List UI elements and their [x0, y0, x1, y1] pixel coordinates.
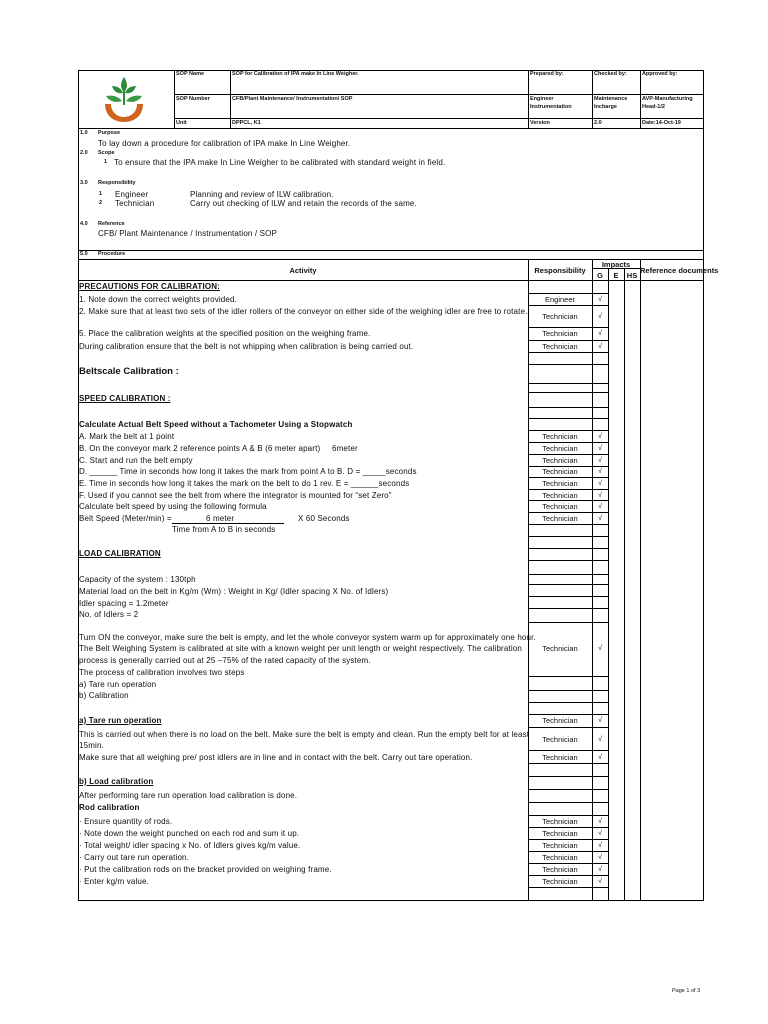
sop-number-label: SOP Number [176, 96, 210, 102]
impact-tick: √ [598, 645, 602, 652]
activity-text: a) Tare run operation [79, 680, 157, 689]
scope-item-number: 1 [104, 159, 108, 165]
unit-value: DPPCL, K1 [232, 120, 261, 126]
checked-by-value: Maintenance [594, 96, 628, 102]
formula-left: Belt Speed (Meter/min) = [79, 514, 172, 523]
responsibility-cell: Technician [542, 817, 578, 826]
responsibility-cell: Technician [542, 829, 578, 838]
activity-text: 6meter [332, 444, 358, 453]
prepared-by-value: Engineer [530, 96, 554, 102]
formula-numerator: 6 meter [206, 514, 235, 523]
activity-text: · Carry out tare run operation. [79, 853, 190, 862]
version-value: 2.0 [594, 120, 602, 126]
unit-label: Unit [176, 120, 187, 126]
tare-run-heading: a) Tare run operation [79, 716, 162, 725]
activity-text: Capacity of the system : 130tph [79, 575, 196, 584]
formula-denominator: Time from A to B in seconds [172, 525, 276, 534]
responsibility-cell: Technician [542, 456, 578, 465]
responsibility-cell: Technician [542, 342, 578, 351]
activity-text: 5. Place the calibration weights at the specified position on the weighing frame. [79, 329, 371, 338]
activity-text: 15min. [79, 741, 104, 750]
impact-tick: √ [598, 330, 602, 337]
responsibility-cell: Technician [542, 502, 578, 511]
checked-by-label: Checked by: [594, 71, 627, 77]
impact-e-header: E [613, 271, 619, 280]
activity-text: The Belt Weighing System is calibrated at site with a known weight per unit length or weight respectively. The calibration [79, 644, 522, 653]
section-number: 2.0 [80, 150, 88, 156]
section-number: 5.0 [80, 251, 88, 257]
prepared-by-label: Prepared by: [530, 71, 564, 77]
approved-by-value-2: Head-1/2 [642, 104, 665, 110]
responsibility-cell: Technician [542, 865, 578, 874]
load-calibration-heading: LOAD CALIBRATION [79, 549, 161, 558]
section-number: 3.0 [80, 180, 88, 186]
impact-tick: √ [598, 313, 602, 320]
activity-text: B. On the conveyor mark 2 reference points A & B (6 meter apart) [79, 444, 321, 453]
responsibility-cell: Technician [542, 444, 578, 453]
responsibility-item-number: 2 [99, 200, 103, 206]
impact-tick: √ [598, 754, 602, 761]
precautions-heading: PRECAUTIONS FOR CALIBRATION: [79, 282, 220, 291]
responsibility-cell: Technician [542, 467, 578, 476]
responsibility-role: Engineer [115, 190, 149, 199]
responsibility-cell: Technician [542, 644, 578, 653]
responsibility-cell: Engineer [544, 295, 576, 304]
impact-tick: √ [598, 854, 602, 861]
activity-text: Turn ON the conveyor, make sure the belt is empty, and let the whole conveyor system warm up for approximately one hour. [79, 633, 536, 642]
activity-text: · Total weight/ idler spacing x No. of Idlers gives kg/m value. [79, 841, 301, 850]
impact-tick: √ [598, 515, 602, 522]
activity-text: Idler spacing = 1.2meter [79, 599, 169, 608]
activity-text: Make sure that all weighing pre/ post idlers are in line and in contact with the belt. Carry out tare operation. [79, 753, 473, 762]
activity-text: · Ensure quantity of rods. [79, 817, 173, 826]
formula-multiplier: X 60 Seconds [298, 514, 350, 523]
responsibility-cell: Technician [542, 514, 578, 523]
purpose-text: To lay down a procedure for calibration of IPA make In Line Weigher. [98, 139, 351, 148]
page-number: Page 1 of 3 [672, 988, 701, 994]
company-logo-icon [100, 74, 148, 124]
impacts-header: Impacts [601, 260, 631, 269]
activity-text: D. ______ Time in seconds how long it takes the mark from point A to B. D = _____seconds [79, 467, 417, 476]
impact-tick: √ [598, 717, 602, 724]
activity-text: 1. Note down the correct weights provided. [79, 295, 237, 304]
activity-text: · Enter kg/m value. [79, 877, 149, 886]
activity-text: process is generally carried out at 25 –75% of the rated capacity of the system. [79, 656, 371, 665]
approved-by-label: Approved by: [642, 71, 678, 77]
sop-name-value: SOP for Calibration of IPA make In Line Weigher. [232, 71, 359, 77]
responsibility-cell: Technician [542, 735, 578, 744]
impact-tick: √ [598, 503, 602, 510]
responsibility-cell: Technician [542, 753, 578, 762]
activity-header: Activity [289, 266, 317, 275]
load-calibration-subheading: b) Load calibration [79, 777, 154, 786]
impact-g-header: G [597, 271, 603, 280]
responsibility-cell: Technician [542, 491, 578, 500]
activity-text: A. Mark the belt at 1 point [79, 432, 175, 441]
activity-text: The process of calibration involves two steps [79, 668, 245, 677]
responsibility-item-number: 1 [99, 191, 103, 197]
sop-name-label: SOP Name [176, 71, 205, 77]
impact-tick: √ [598, 433, 602, 440]
rod-calibration-heading: Rod calibration [79, 803, 140, 812]
prepared-by-value-2: Instrumentation [530, 104, 572, 110]
section-title-reference: Reference [98, 221, 125, 227]
impact-tick: √ [598, 480, 602, 487]
responsibility-cell: Technician [542, 312, 578, 321]
impact-hs-header: HS [626, 271, 638, 280]
activity-text: C. Start and run the belt empty [79, 456, 193, 465]
activity-text: b) Calibration [79, 691, 129, 700]
section-title-responsibility: Responsibility [98, 180, 136, 186]
activity-text: E. Time in seconds how long it takes the mark on the belt to do 1 rev. E = ______seconds [79, 479, 410, 488]
scope-text: To ensure that the IPA make In Line Weigher to be calibrated with standard weight in field. [114, 158, 446, 167]
section-title-scope: Scope [98, 150, 115, 156]
responsibility-cell: Technician [542, 853, 578, 862]
activity-text: · Put the calibration rods on the bracket provided on weighing frame. [79, 865, 332, 874]
activity-text: This is carried out when there is no load on the belt. Make sure the belt is empty and clean. Run the empty belt for at least [79, 730, 530, 739]
responsibility-text: Planning and review of ILW calibration. [190, 190, 334, 199]
impact-tick: √ [598, 830, 602, 837]
impact-tick: √ [598, 457, 602, 464]
activity-text: · Note down the weight punched on each rod and sum it up. [79, 829, 300, 838]
checked-by-value-2: Incharge [594, 104, 617, 110]
responsibility-text: Carry out checking of ILW and retain the records of the same. [190, 199, 417, 208]
reference-text: CFB/ Plant Maintenance / Instrumentation / SOP [98, 229, 277, 238]
impact-tick: √ [598, 296, 602, 303]
activity-text: Calculate belt speed by using the following formula [79, 502, 267, 511]
calc-belt-speed-title: Calculate Actual Belt Speed without a Tachometer Using a Stopwatch [79, 420, 353, 429]
responsibility-header: Responsibility [534, 266, 586, 275]
impact-tick: √ [598, 445, 602, 452]
responsibility-cell: Technician [542, 841, 578, 850]
activity-text: Material load on the belt in Kg/m (Wm) : Weight in Kg/ (Idler spacing X No. of Idlers) [79, 587, 389, 596]
responsibility-cell: Technician [542, 716, 578, 725]
beltscale-heading: Beltscale Calibration : [79, 366, 179, 377]
responsibility-role: Technician [115, 199, 155, 208]
impact-tick: √ [598, 468, 602, 475]
responsibility-cell: Technician [542, 877, 578, 886]
responsibility-cell: Technician [542, 432, 578, 441]
activity-text: After performing tare run operation load calibration is done. [79, 791, 298, 800]
impact-tick: √ [598, 878, 602, 885]
responsibility-cell: Technician [542, 479, 578, 488]
activity-text: 2. Make sure that at least two sets of the idler rollers of the conveyor on either side of the weighing idler are free to rotate. [79, 307, 528, 316]
version-label: Version [530, 120, 550, 126]
section-title-procedure: Procedure [98, 251, 126, 257]
impact-tick: √ [598, 736, 602, 743]
impact-tick: √ [598, 866, 602, 873]
date-value: Date:14-Oct-19 [642, 120, 681, 126]
section-title-purpose: Purpose [98, 130, 121, 136]
impact-tick: √ [598, 842, 602, 849]
speed-calibration-heading: SPEED CALIBRATION : [79, 394, 171, 403]
impact-tick: √ [598, 492, 602, 499]
approved-by-value: AVP-Manufacturing [642, 96, 693, 102]
impact-tick: √ [598, 818, 602, 825]
section-number: 4.0 [80, 221, 88, 227]
activity-text: F. Used if you cannot see the belt from where the integrator is mounted for “set Zero” [79, 491, 392, 500]
section-number: 1.0 [80, 130, 88, 136]
responsibility-cell: Technician [542, 329, 578, 338]
sop-number-value: CFB/Plant Maintenance/ Instrumentation/ SOP [232, 96, 353, 102]
reference-documents-header: Reference documents [640, 266, 719, 275]
activity-text: No. of Idlers = 2 [79, 610, 139, 619]
impact-tick: √ [598, 343, 602, 350]
activity-text: During calibration ensure that the belt is not whipping when calibration is being carried out. [79, 342, 414, 351]
